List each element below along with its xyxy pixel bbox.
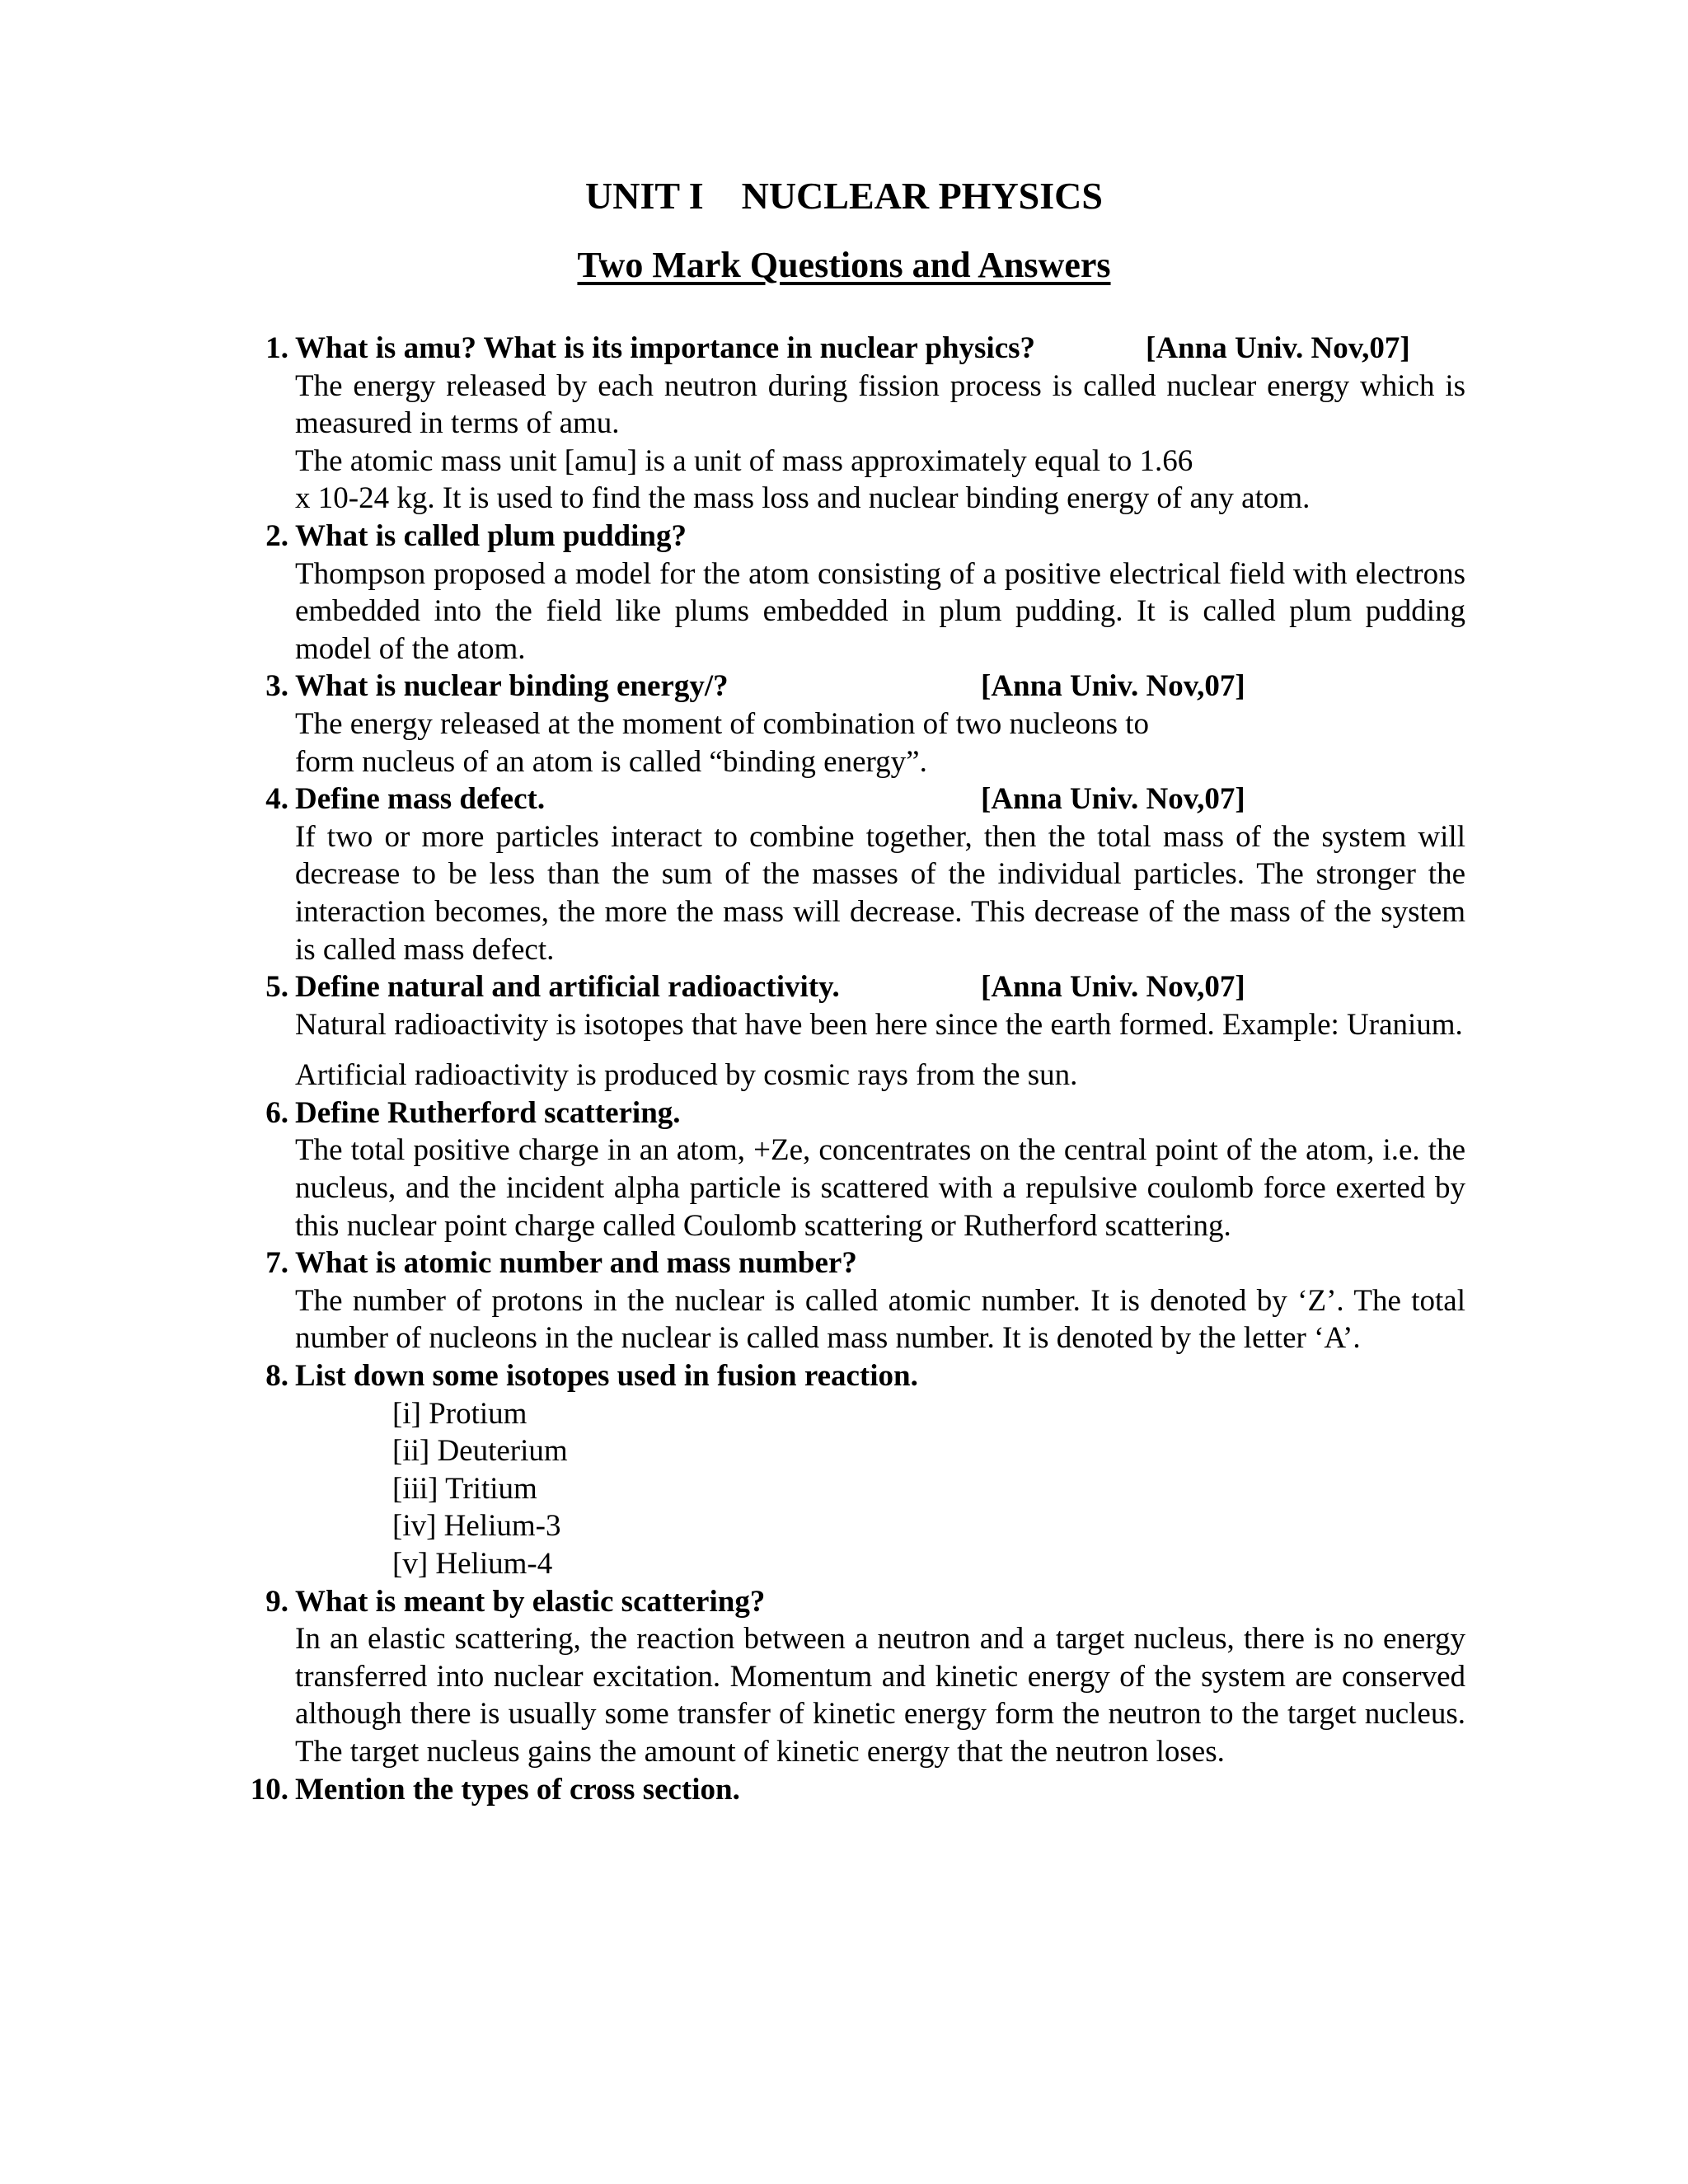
answer-block [295, 705, 1465, 780]
question-line [295, 1357, 1465, 1395]
question-item-8 [265, 1357, 1465, 1583]
answer-text: Thompson proposed a model for the atom consisting of a positive electrical field with electrons embedded into the field like plums embedded in plum pudding. It is called plum pudding model of the atom. [295, 556, 1465, 666]
question-item-2 [265, 518, 1465, 668]
question-line [295, 330, 1465, 368]
answer-line: The energy released at the moment of combination of two nucleons to [295, 706, 1150, 741]
list-item: [iii] Tritium [392, 1471, 537, 1506]
question-item-7 [265, 1244, 1465, 1357]
question-line [295, 1583, 1465, 1621]
question-text: What is meant by elastic scattering? [295, 1584, 766, 1619]
question-list [250, 330, 1465, 1808]
question-line [295, 1244, 1465, 1282]
question-text: Define natural and artificial radioactivity. [295, 970, 840, 1005]
question-item-10 [250, 1771, 1465, 1809]
question-number: 7. [265, 1246, 288, 1281]
question-text: What is atomic number and mass number? [295, 1246, 857, 1281]
question-text: What is called plum pudding? [295, 518, 687, 553]
question-item-9 [265, 1583, 1465, 1771]
answer-line: The atomic mass unit [amu] is a unit of mass approximately equal to 1.66 [295, 443, 1193, 478]
answer-text: If two or more particles interact to combine together, then the total mass of the system will decrease to be less than the sum of the masses of the individual particles. The stronger the interaction becomes, the more the mass will decrease. This decrease of the mass of the system is called mass defect. [295, 819, 1465, 967]
answer-line: x 10-24 kg. It is used to find the mass loss and nuclear binding energy of any atom. [295, 481, 1311, 516]
answer-text: The number of protons in the nuclear is called atomic number. It is denoted by ‘Z’. The total number of nucleons in the nuclear is called mass number. It is denoted by the letter ‘A’. [295, 1283, 1465, 1356]
question-number: 8. [265, 1359, 288, 1394]
question-number: 3. [265, 669, 288, 704]
answer-text: In an elastic scattering, the reaction between a neutron and a target nucleus, there is no energy transferred into nuclear excitation. Momentum and kinetic energy of the system are conserved although there is usually some transfer of kinetic energy form the neutron to the target nucleus. The target nucleus gains the amount of kinetic energy that the neutron loses. [295, 1622, 1465, 1769]
list-item: [iv] Helium-3 [392, 1509, 561, 1544]
question-text: Define Rutherford scattering. [295, 1095, 681, 1130]
unit-title: UNIT I NUCLEAR PHYSICS [585, 175, 1103, 217]
question-item-6 [265, 1094, 1465, 1244]
exam-reference: [Anna Univ. Nov,07] [1146, 331, 1410, 365]
list-item: [ii] Deuterium [392, 1434, 568, 1469]
answer-text: Artificial radioactivity is produced by cosmic rays from the sun. [295, 1058, 1078, 1093]
question-number: 10. [250, 1772, 288, 1807]
question-number: 4. [265, 782, 288, 817]
question-text: List down some isotopes used in fusion reaction. [295, 1359, 918, 1394]
question-number: 5. [265, 970, 288, 1005]
section-subtitle: Two Mark Questions and Answers [577, 245, 1111, 285]
exam-reference: [Anna Univ. Nov,07] [981, 669, 1245, 704]
question-line [295, 668, 1465, 705]
question-line [295, 1771, 1465, 1809]
question-text: Define mass defect. [295, 782, 546, 817]
question-text: What is nuclear binding energy/? [295, 669, 729, 704]
question-text: What is amu? What is its importance in nuclear physics? [295, 331, 1036, 365]
question-text: Mention the types of cross section. [295, 1772, 740, 1807]
question-item-3 [265, 668, 1465, 780]
answer-text: Natural radioactivity is isotopes that have been here since the earth formed. Example: Uranium. [295, 1007, 1463, 1042]
question-line [295, 1094, 1465, 1132]
question-number: 2. [265, 518, 288, 553]
exam-reference: [Anna Univ. Nov,07] [981, 782, 1245, 817]
isotope-list [295, 1395, 1465, 1583]
question-number: 1. [265, 331, 288, 365]
question-item-5 [265, 968, 1465, 1094]
list-item: [v] Helium-4 [392, 1547, 553, 1581]
list-item: [i] Protium [392, 1396, 528, 1431]
question-number: 9. [265, 1584, 288, 1619]
question-line [295, 780, 1465, 818]
question-line [295, 518, 1465, 555]
answer-text: The energy released by each neutron during fission process is called nuclear energy which is measured in terms of amu. [295, 368, 1465, 441]
question-item-4 [265, 780, 1465, 968]
question-item-1 [265, 330, 1465, 518]
question-line [295, 968, 1465, 1006]
exam-reference: [Anna Univ. Nov,07] [981, 970, 1245, 1005]
answer-block [295, 443, 1465, 518]
answer-line: form nucleus of an atom is called “binding energy”. [295, 744, 927, 779]
question-number: 6. [265, 1095, 288, 1130]
answer-text: The total positive charge in an atom, +Ze, concentrates on the central point of the atom, i.e. the nucleus, and the incident alpha particle is scattered with a repulsive coulomb force exerted by this nuclear point charge called Coulomb scattering or Rutherford scattering. [295, 1133, 1465, 1243]
